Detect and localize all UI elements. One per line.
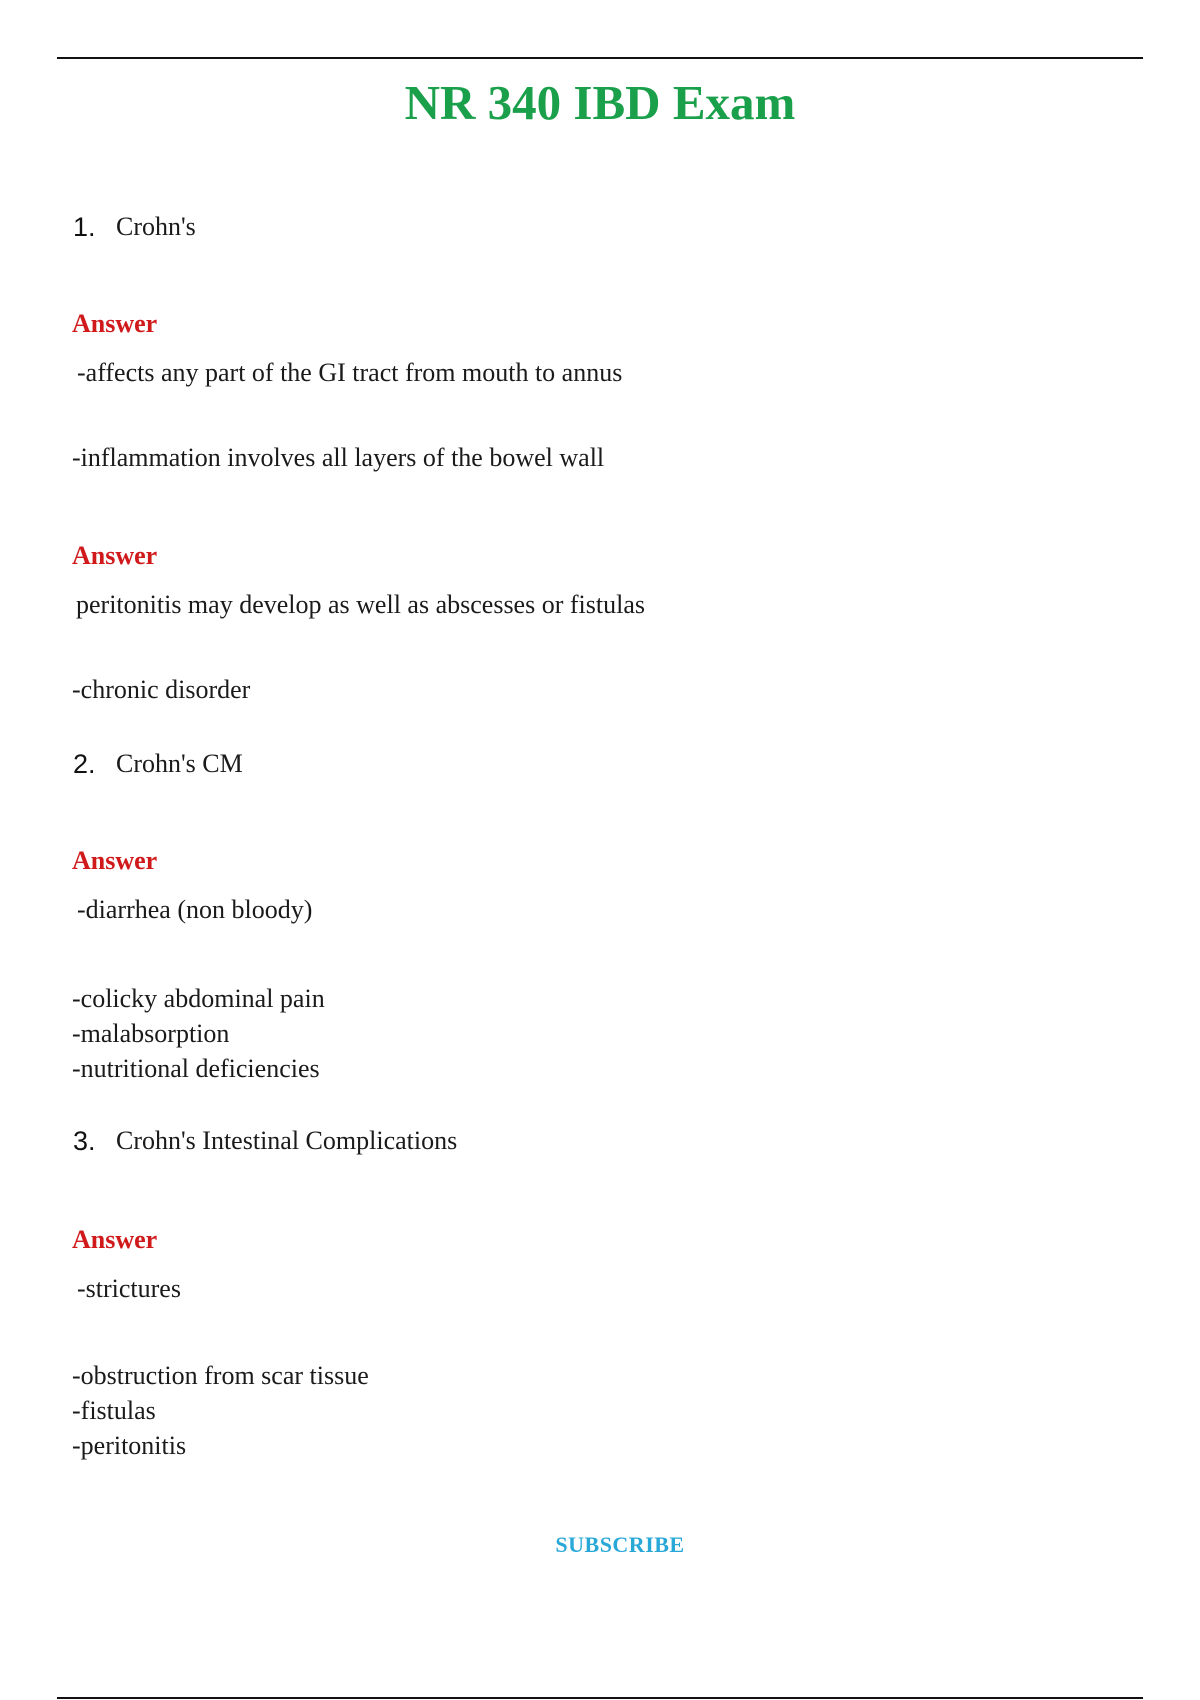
top-divider: [57, 57, 1143, 59]
answer-label: Answer: [72, 1225, 158, 1254]
answer-line: -strictures: [77, 1274, 181, 1303]
question-number: 1.: [73, 212, 96, 242]
answer-label: Answer: [72, 541, 158, 570]
answer-line: -fistulas: [72, 1396, 156, 1425]
subscribe-link[interactable]: SUBSCRIBE: [555, 1532, 685, 1557]
answer-line: -affects any part of the GI tract from mouth to annus: [77, 358, 623, 387]
answer-line: -inflammation involves all layers of the bowel wall: [72, 443, 605, 472]
answer-line: -nutritional deficiencies: [72, 1054, 320, 1083]
question-number: 3.: [73, 1126, 96, 1156]
page-title: NR 340 IBD Exam: [404, 75, 796, 130]
question-text: Crohn's: [116, 212, 196, 241]
answer-line: -obstruction from scar tissue: [72, 1361, 369, 1390]
answer-line: -malabsorption: [72, 1019, 230, 1048]
question-text: Crohn's CM: [116, 749, 243, 778]
question-number: 2.: [73, 749, 96, 779]
answer-line: -peritonitis: [72, 1431, 187, 1460]
answer-label: Answer: [72, 846, 158, 875]
answer-line: peritonitis may develop as well as abscesses or fistulas: [76, 590, 645, 619]
answer-line: -chronic disorder: [72, 675, 251, 704]
question-text: Crohn's Intestinal Complications: [116, 1126, 458, 1155]
answer-line: -colicky abdominal pain: [72, 984, 325, 1013]
bottom-divider: [57, 1697, 1143, 1699]
answer-line: -diarrhea (non bloody): [77, 895, 313, 924]
answer-label: Answer: [72, 309, 158, 338]
